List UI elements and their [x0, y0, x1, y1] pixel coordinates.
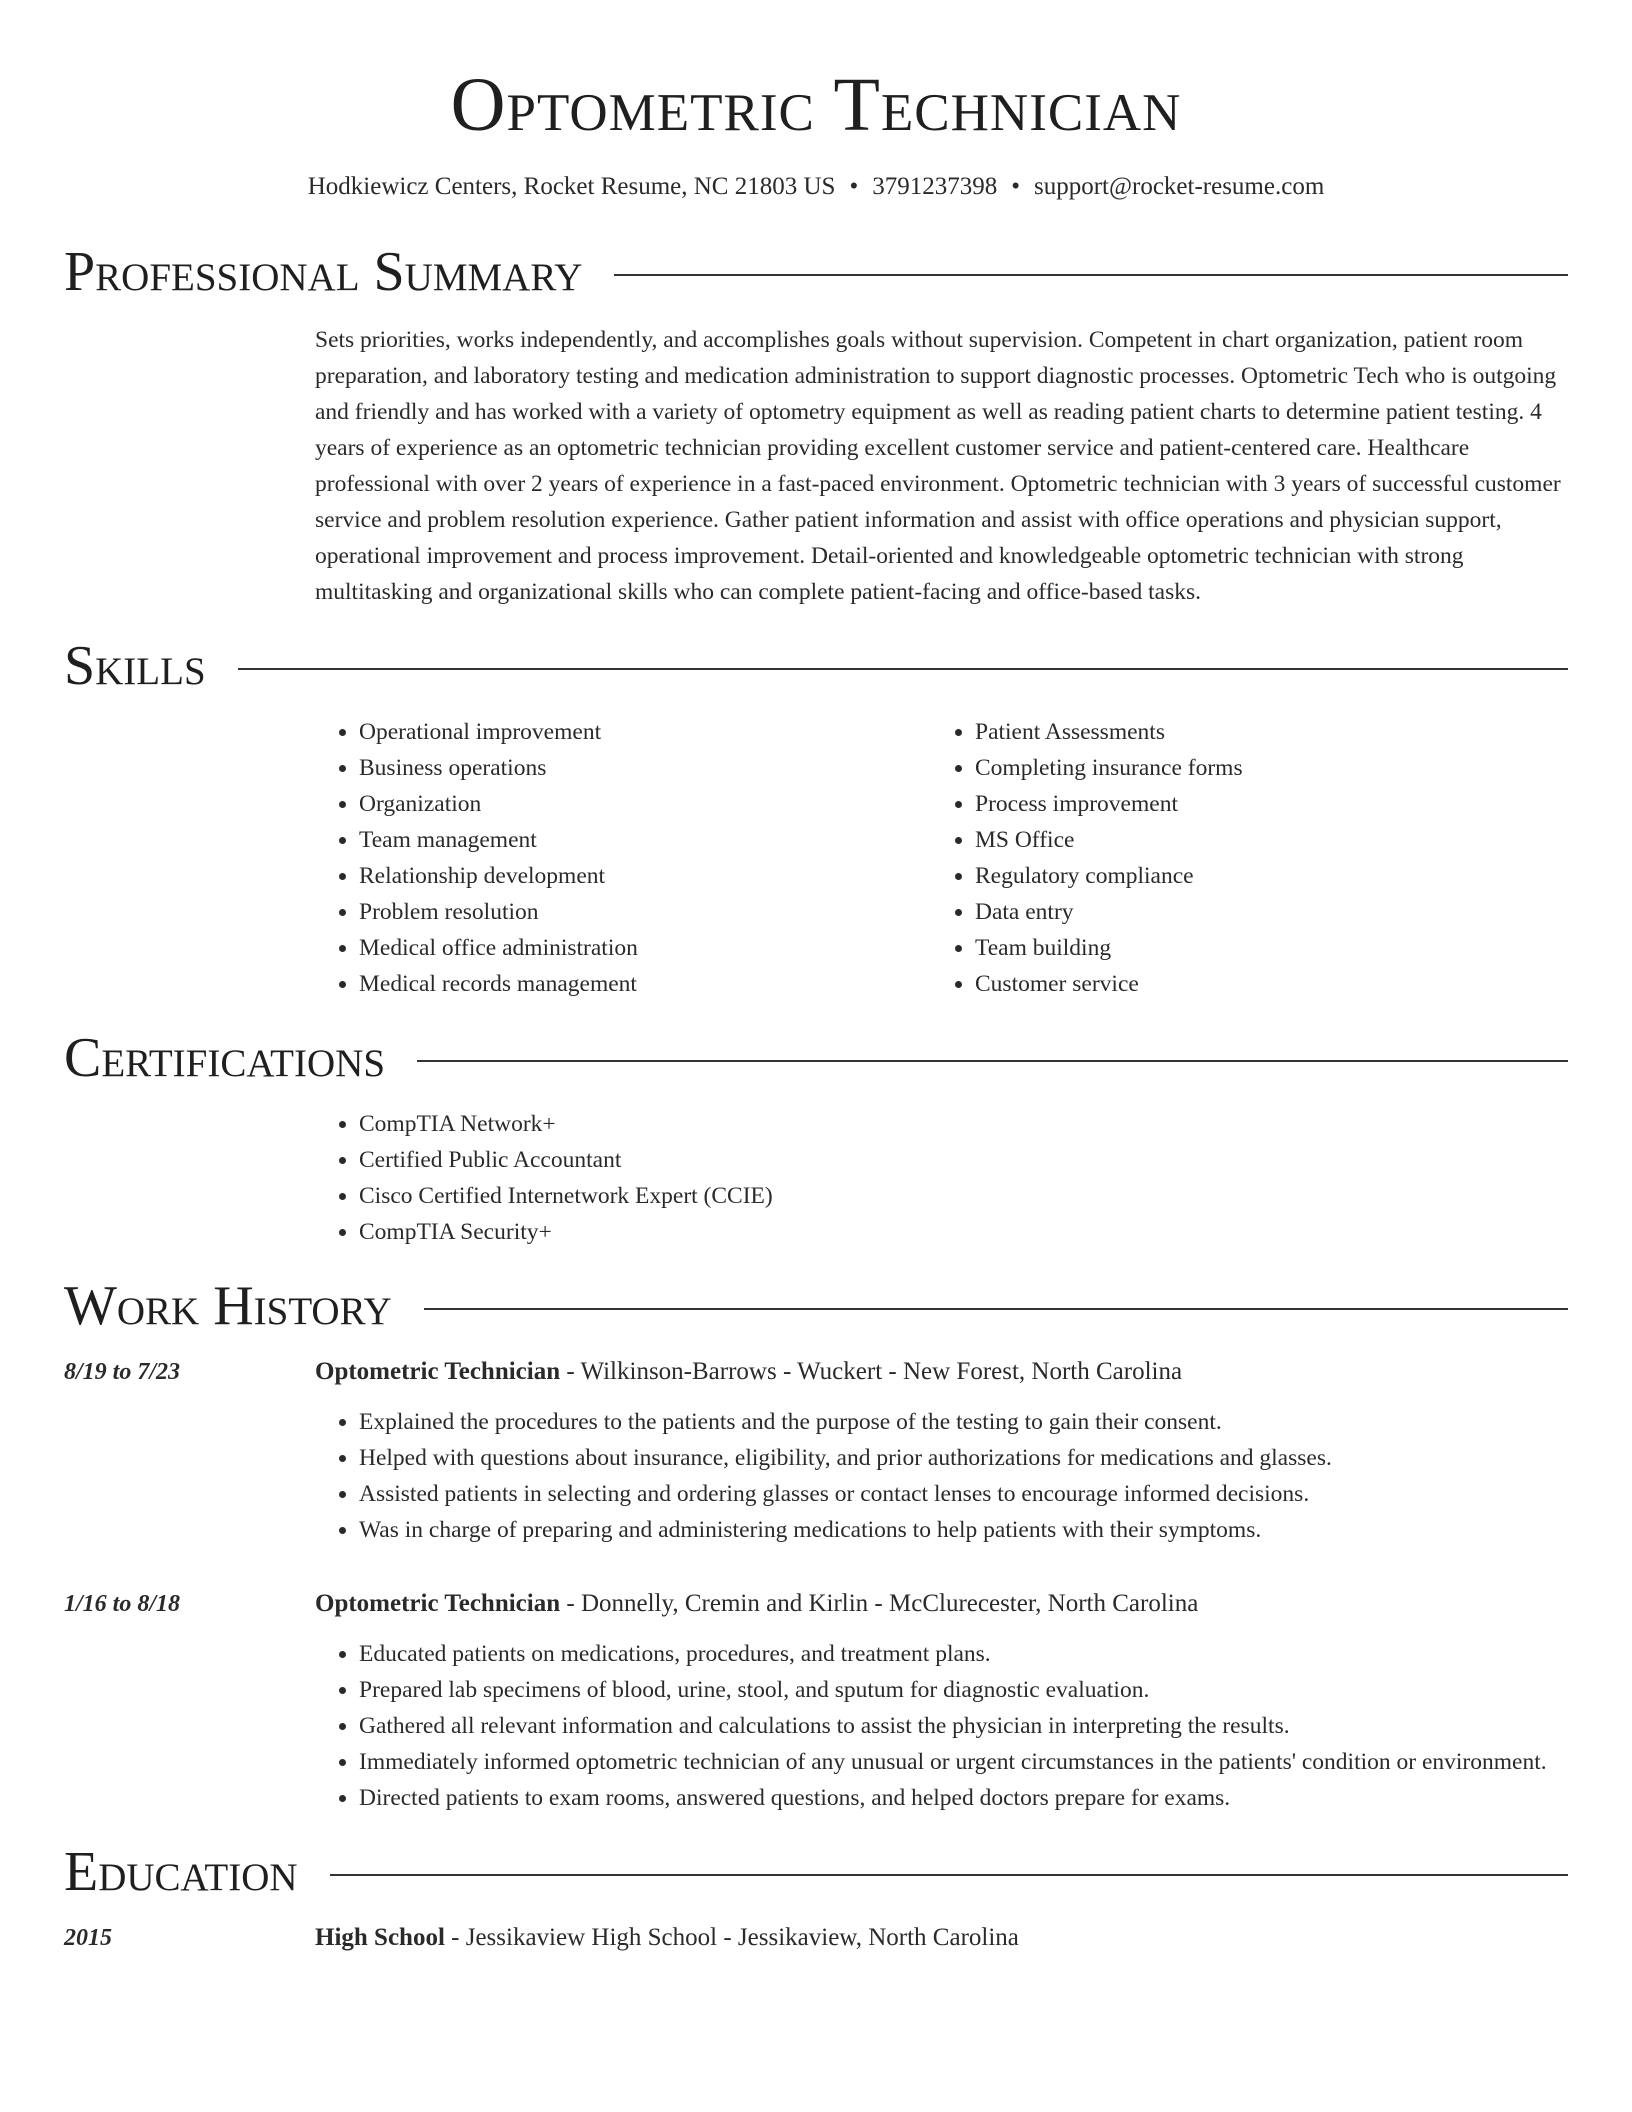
certifications-heading: Certifications	[64, 1027, 386, 1089]
skill-item: • Team management	[359, 822, 931, 858]
certifications-section-header	[64, 1024, 1568, 1092]
skills-heading: Skills	[64, 635, 206, 697]
certification-item: • Cisco Certified Internetwork Expert (CCIE)	[359, 1178, 1568, 1214]
contact-phone: 3791237398	[872, 173, 998, 200]
contact-separator: •	[849, 173, 859, 200]
skill-item: • Problem resolution	[359, 894, 931, 930]
job-bullet: • Explained the procedures to the patients and the purpose of the testing to gain their consent.	[359, 1404, 1568, 1440]
summary-text: Sets priorities, works independently, and accomplishes goals without supervision. Competent in chart organization, patient room preparation, and laboratory testing and medication administration to support diagnostic processes. Optometric Tech who is outgoing and friendly and has worked with a variety of optometry equipment as well as reading patient charts to determine patient testing. 4 years of experience as an optometric technician providing excellent customer service and patient-centered care. Healthcare professional with over 2 years of experience in a fast-paced environment. Optometric technician with 3 years of successful customer service and problem resolution experience. Gather patient information and assist with office operations and physician support, operational improvement and process improvement. Detail-oriented and knowledgeable optometric technician with strong multitasking and organizational skills who can complete patient-facing and office-based tasks.	[315, 327, 1561, 605]
skills-section-header	[64, 632, 1568, 700]
job-bullet: • Prepared lab specimens of blood, urine, stool, and sputum for diagnostic evaluation.	[359, 1672, 1568, 1708]
skill-item: • Process improvement	[975, 786, 1547, 822]
section-divider	[330, 1874, 1568, 1876]
skill-item: • Completing insurance forms	[975, 750, 1547, 786]
job-role: Optometric Technician	[315, 1358, 561, 1385]
skill-item: • Patient Assessments	[975, 714, 1547, 750]
section-divider	[424, 1308, 1568, 1310]
job-bullet: • Was in charge of preparing and administering medications to help patients with their symptoms.	[359, 1512, 1568, 1548]
job-dates: 8/19 to 7/23	[64, 1359, 181, 1385]
work-heading: Work History	[64, 1275, 392, 1337]
education-heading: Education	[64, 1841, 298, 1903]
job-details: - Wilkinson-Barrows - Wuckert - New Forest, North Carolina	[560, 1358, 1183, 1385]
job-bullets	[315, 1636, 1568, 1816]
skill-item: • Customer service	[975, 966, 1547, 1002]
skill-item: • Regulatory compliance	[975, 858, 1547, 894]
job-body	[315, 1354, 1568, 1548]
job-entry	[64, 1354, 1568, 1548]
job-dates: 1/16 to 8/18	[64, 1591, 181, 1617]
education-section-header	[64, 1838, 1568, 1906]
job-role: Optometric Technician	[315, 1590, 561, 1617]
skill-item: • MS Office	[975, 822, 1547, 858]
job-bullet: • Immediately informed optometric technician of any unusual or urgent circumstances in the patients' condition or environment.	[359, 1744, 1568, 1780]
section-divider	[614, 274, 1568, 276]
skill-item: • Team building	[975, 930, 1547, 966]
certification-item: • CompTIA Security+	[359, 1214, 1568, 1250]
skill-item: • Business operations	[359, 750, 931, 786]
summary-heading: Professional Summary	[64, 241, 583, 303]
job-entry	[64, 1586, 1568, 1816]
job-title-line	[315, 1586, 1568, 1622]
education-entry	[64, 1920, 1568, 1956]
skill-item: • Medical office administration	[359, 930, 931, 966]
education-degree: High School	[315, 1924, 445, 1951]
job-bullet: • Educated patients on medications, procedures, and treatment plans.	[359, 1636, 1568, 1672]
skills-column-left	[315, 714, 931, 1002]
certification-item: • CompTIA Network+	[359, 1106, 1568, 1142]
skills-list	[315, 714, 1568, 1002]
certification-item: • Certified Public Accountant	[359, 1142, 1568, 1178]
education-year: 2015	[64, 1925, 112, 1951]
section-divider	[238, 668, 1568, 670]
job-bullet: • Helped with questions about insurance, eligibility, and prior authorizations for medications and glasses.	[359, 1440, 1568, 1476]
contact-separator: •	[1011, 173, 1020, 200]
education-body	[315, 1920, 1568, 1956]
resume-page	[64, 0, 1568, 1956]
job-body	[315, 1586, 1568, 1816]
contact-address: Hodkiewicz Centers, Rocket Resume, NC 21803 US	[307, 173, 836, 200]
job-bullets	[315, 1404, 1568, 1548]
skill-item: • Medical records management	[359, 966, 931, 1002]
job-details: - Donnelly, Cremin and Kirlin - McClurecester, North Carolina	[560, 1590, 1199, 1617]
skill-item: • Relationship development	[359, 858, 931, 894]
resume-name: Optometric Technician	[450, 63, 1182, 147]
contact-email: support@rocket-resume.com	[1033, 173, 1325, 200]
skill-item: • Data entry	[975, 894, 1547, 930]
contact-line	[64, 170, 1568, 204]
job-bullet: • Gathered all relevant information and calculations to assist the physician in interpreting the results.	[359, 1708, 1568, 1744]
certifications-list	[315, 1106, 1568, 1250]
education-title-line	[315, 1920, 1568, 1956]
skills-column-right	[931, 714, 1547, 1002]
section-divider	[417, 1060, 1568, 1062]
summary-section-header	[64, 238, 1568, 306]
job-bullet: • Assisted patients in selecting and ordering glasses or contact lenses to encourage informed decisions.	[359, 1476, 1568, 1512]
skill-item: • Operational improvement	[359, 714, 931, 750]
job-bullet: • Directed patients to exam rooms, answered questions, and helped doctors prepare for exams.	[359, 1780, 1568, 1816]
education-details: - Jessikaview High School - Jessikaview, North Carolina	[444, 1924, 1019, 1951]
skill-item: • Organization	[359, 786, 931, 822]
job-title-line	[315, 1354, 1568, 1390]
work-section-header	[64, 1272, 1568, 1340]
